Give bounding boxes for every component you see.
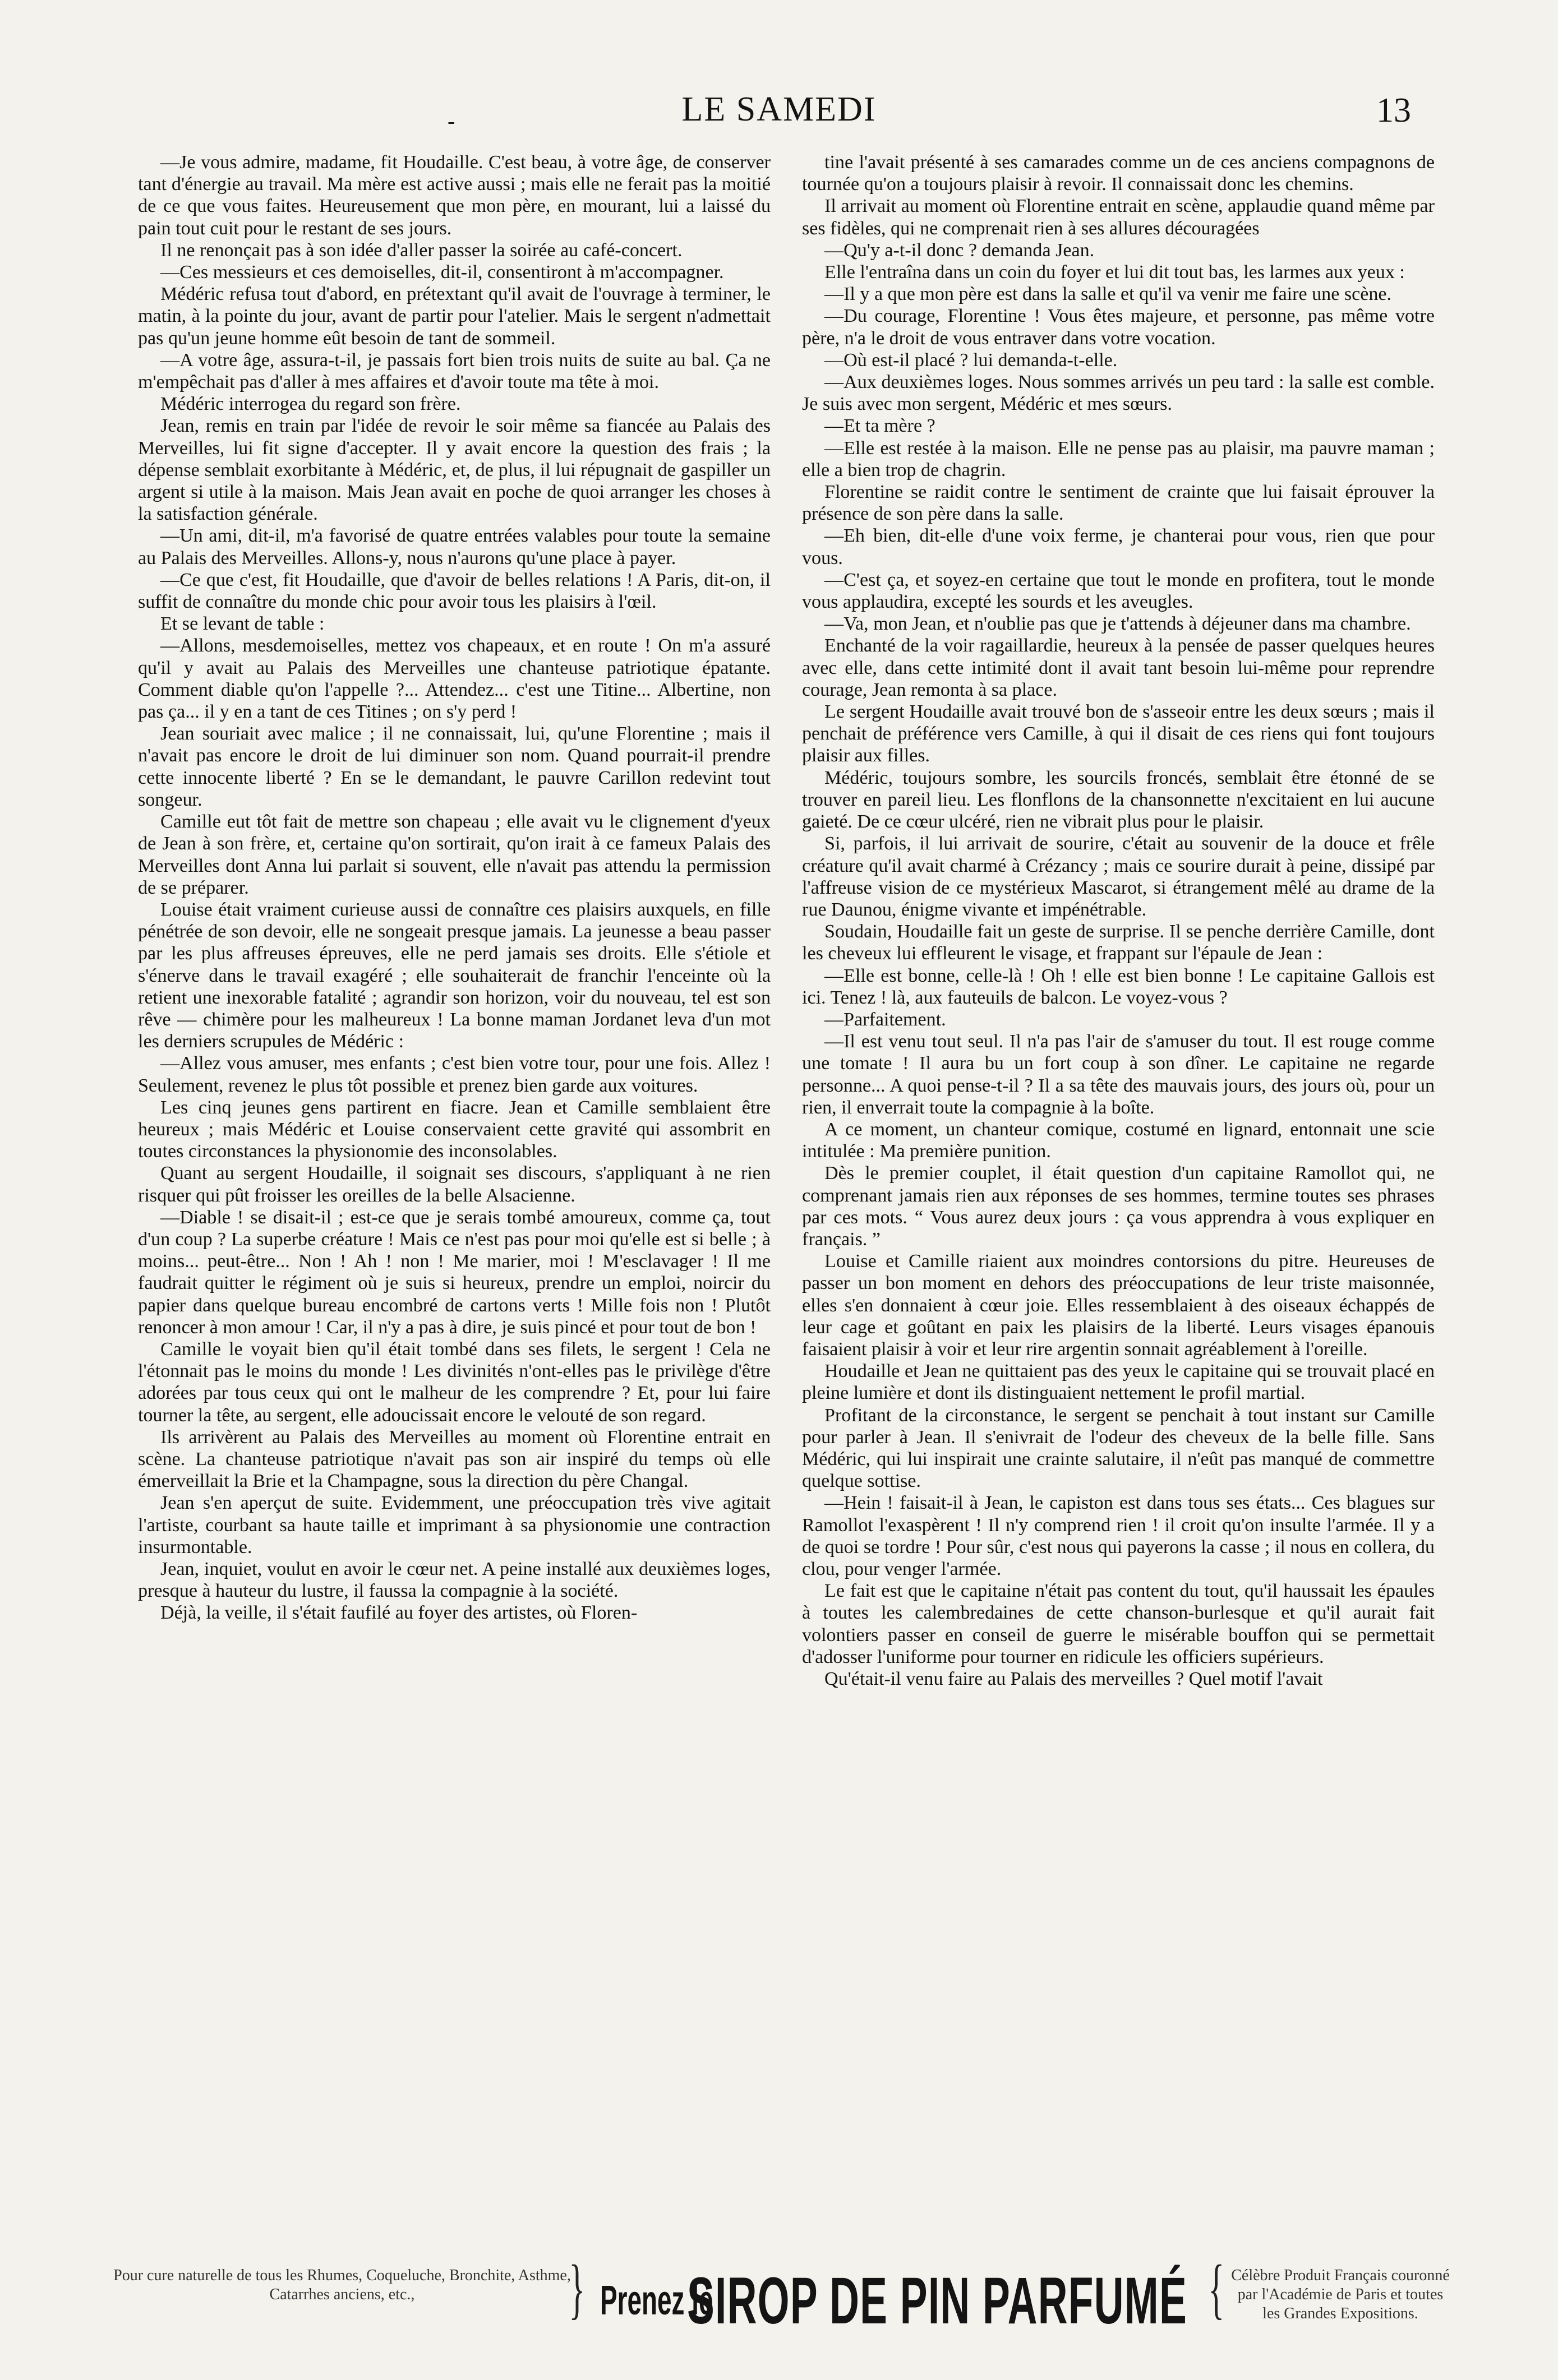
paragraph: —Où est-il placé ? lui demanda-t-elle. [824, 349, 1118, 371]
paragraph: —A votre âge, assura-t-il, je passais fort bien trois nuits de suite au bal. Ça ne m'empêchait pas d'aller à mes affaires et d'avoir toute ma tête à moi. [138, 349, 771, 393]
paragraph: —Eh bien, dit-elle d'une voix ferme, je chanterai pour vous, rien que pour vous. [802, 525, 1435, 569]
paragraph: Louise était vraiment curieuse aussi de connaître ces plaisirs auxquels, en fille pénétrée de son devoir, elle ne songeait presque jamais. La jeunesse a beau passer par les plus affreuses épreuves, elle ne perd jamais ses droits. Elle s'étiole et s'énerve dans le travail exagéré ; elle souhaiterait de franchir l'enceinte où la retient une inexorable fatalité ; agrandir son horizon, voir du nouveau, tel est son rêve — chimère pour les malheureux ! La bonne maman Jordanet leva d'un mot les derniers scrupules de Médéric : [138, 899, 771, 1052]
page-number: 13 [1376, 91, 1411, 130]
paragraph: Il ne renonçait pas à son idée d'aller passer la soirée au café-concert. [160, 239, 683, 261]
paragraph: tine l'avait présenté à ses camarades comme un de ces anciens compagnons de tournée qu'on a toujours plaisir à revoir. Il connaissait donc les chemins. [802, 152, 1435, 195]
text-column-left [138, 151, 771, 2237]
paragraph: Jean, inquiet, voulut en avoir le cœur net. A peine installé aux deuxièmes loges, presque à hauteur du lustre, il faussa la compagnie à la société. [138, 1559, 771, 1602]
header-dash: - [448, 108, 455, 133]
paragraph: —Elle est bonne, celle-là ! Oh ! elle est bien bonne ! Le capitaine Gallois est ici. Tenez ! là, aux fauteuils de balcon. Le voyez-vous ? [802, 965, 1435, 1008]
paragraph: —Aux deuxièmes loges. Nous sommes arrivés un peu tard : la salle est comble. Je suis avec mon sergent, Médéric et mes sœurs. [802, 372, 1435, 415]
paragraph: Jean, remis en train par l'idée de revoir le soir même sa fiancée au Palais des Merveilles, lui fit signe d'accepter. Il y avait encore la question des frais ; la dépense semblait exorbitante à Médéric, et, de plus, il lui répugnait de gaspiller un argent si utile à la maison. Mais Jean avait en poche de quoi arranger les choses à la satisfaction générale. [138, 415, 771, 525]
paragraph: —Il y a que mon père est dans la salle et qu'il va venir me faire une scène. [824, 284, 1392, 305]
paragraph: Houdaille et Jean ne quittaient pas des yeux le capitaine qui se trouvait placé en pleine lumière et dont ils distinguaient nettement le profil martial. [802, 1361, 1435, 1404]
paragraph: Enchanté de la voir ragaillardie, heureux à la pensée de passer quelques heures avec elle, dans cette intimité dont il avait tant besoin lui-même pour reprendre courage, Jean remonta à sa place. [802, 635, 1435, 700]
advertisement-footer [112, 2248, 1450, 2338]
paragraph: Médéric, toujours sombre, les sourcils froncés, semblait être étonné de se trouver en pareil lieu. Les flonflons de la chansonnette n'excitaient en lui aucune gaieté. De ce cœur ulcéré, rien ne vibrait plus pour le plaisir. [802, 767, 1435, 833]
text-column-right [802, 151, 1435, 2237]
ad-left-note: Pour cure naturelle de tous les Rhumes, Coqueluche, Bronchite, Asthme, Catarrhes anciens, etc., [113, 2267, 571, 2303]
paragraph: —C'est ça, et soyez-en certaine que tout le monde en profitera, tout le monde vous applaudira, excepté les sourds et les aveugles. [802, 569, 1435, 613]
paragraph: Le fait est que le capitaine n'était pas content du tout, qu'il haussait les épaules à toutes les calembredaines de cette chanson-burlesque et qu'il aurait fait volontiers passer en conseil de guerre le misérable bouffon qui se permettait d'adosser l'uniforme pour tourner en ridicule les officiers supérieurs. [802, 1580, 1435, 1667]
paragraph: —Elle est restée à la maison. Elle ne pense pas au plaisir, ma pauvre maman ; elle a bien trop de chagrin. [802, 437, 1435, 480]
paragraph: Les cinq jeunes gens partirent en fiacre. Jean et Camille semblaient être heureux ; mais Médéric et Louise conservaient cette gravité qui assombrit en toutes circonstances la physionomie des inconsolables. [138, 1097, 771, 1162]
paragraph: —Ces messieurs et ces demoiselles, dit-il, consentiront à m'accompagner. [160, 262, 724, 283]
paragraph: Camille eut tôt fait de mettre son chapeau ; elle avait vu le clignement d'yeux de Jean à son frère, et, certaine qu'on sortirait, qu'on irait à ce fameux Palais des Merveilles dont Anna lui parlait si souvent, elle n'avait pas attendu la permission de se préparer. [138, 811, 771, 898]
ad-right-note: Célèbre Produit Français couronné par l'Académie de Paris et toutes les Grandes Expositions. [1231, 2267, 1450, 2322]
paragraph: Jean souriait avec malice ; il ne connaissait, lui, qu'une Florentine ; mais il n'avait pas encore le droit de lui diminuer son nom. Quand pourrait-il prendre cette innocente liberté ? En se le demandant, le pauvre Carillon redevint tout songeur. [138, 723, 771, 810]
page-title: LE SAMEDI [681, 90, 877, 128]
paragraph: —Ce que c'est, fit Houdaille, que d'avoir de belles relations ! A Paris, dit-on, il suffit de connaître du monde chic pour avoir tous les plaisirs à l'œil. [138, 569, 771, 613]
paragraph: A ce moment, un chanteur comique, costumé en lignard, entonnait une scie intitulée : Ma première punition. [802, 1119, 1435, 1162]
paragraph: —Il est venu tout seul. Il n'a pas l'air de s'amuser du tout. Il est rouge comme une tomate ! Il aura bu un fort coup à son dîner. Le capitaine ne regarde personne... A quoi pense-t-il ? Il a sa tête des mauvais jours, des jours où, pour un rien, il enverrait toute la compagnie à la boîte. [802, 1031, 1435, 1118]
paragraph: Quant au sergent Houdaille, il soignait ses discours, s'appliquant à ne rien risquer qui pût froisser les oreilles de la belle Alsacienne. [138, 1163, 771, 1206]
paragraph: —Je vous admire, madame, fit Houdaille. C'est beau, à votre âge, de conserver tant d'énergie au travail. Ma mère est active aussi ; mais elle ne ferait pas la moitié de ce que vous faites. Heureusement que mon père, en mourant, lui a laissé du pain tout cuit pour le restant de ses jours. [138, 152, 771, 239]
paragraph: —Du courage, Florentine ! Vous êtes majeure, et personne, pas même votre père, n'a le droit de vous entraver dans votre vocation. [802, 306, 1435, 349]
paragraph: —Va, mon Jean, et n'oublie pas que je t'attends à déjeuner dans ma chambre. [824, 613, 1411, 635]
paragraph: —Allons, mesdemoiselles, mettez vos chapeaux, et en route ! On m'a assuré qu'il y avait au Palais des Merveilles une chanteuse patriotique épatante. Comment diable qu'on l'appelle ?... Attendez... c'est une Titine... Albertine, non pas ça... il y en a tant de ces Titines ; on s'y perd ! [138, 635, 771, 723]
paragraph: —Et ta mère ? [824, 415, 935, 437]
paragraph: Si, parfois, il lui arrivait de sourire, c'était au souvenir de la douce et frêle créature qu'il avait charmé à Crézancy ; mais ce sourire durait à peine, dissipé par l'affreuse vision de ce mystérieux Mascarot, si étrangement mêlé au drame de la rue Daunou, énigme vivante et impénétrable. [802, 833, 1435, 920]
paragraph: Camille le voyait bien qu'il était tombé dans ses filets, le sergent ! Cela ne l'étonnait pas le moins du monde ! Les divinités n'ont-elles pas le privilège d'être adorées par tous ceux qui ont le malheur de les comprendre ? Et, pour lui faire tourner la tête, au sergent, elle adoucissait encore le velouté de son regard. [138, 1338, 771, 1426]
paragraph: Qu'était-il venu faire au Palais des merveilles ? Quel motif l'avait [824, 1669, 1323, 1690]
brace-left-icon: } [569, 2251, 586, 2326]
paragraph: Et se levant de table : [160, 613, 325, 635]
paragraph: Profitant de la circonstance, le sergent se penchait à tout instant sur Camille pour parler à Jean. Il s'enivrait de l'odeur des cheveux de la belle fille. Sans Médéric, qui lui inspirait une crainte salutaire, il n'eût pas manqué de commettre quelque sottise. [802, 1404, 1435, 1492]
ad-headline: SIROP DE PIN PARFUMÉ [687, 2264, 1188, 2338]
paragraph: —Hein ! faisait-il à Jean, le capiston est dans tous ses états... Ces blagues sur Ramollot l'exaspèrent ! Il n'y comprend rien ! il croit qu'on insulte l'armée. Il y a de quoi se tordre ! Pour sûr, c'est nous qui payerons la casse ; il nous en collera, du clou, pour venger l'armée. [802, 1492, 1435, 1579]
paragraph: Florentine se raidit contre le sentiment de crainte que lui faisait éprouver la présence de son père dans la salle. [802, 482, 1435, 525]
paragraph: Soudain, Houdaille fait un geste de surprise. Il se penche derrière Camille, dont les cheveux lui effleurent le visage, et frappant sur l'épaule de Jean : [802, 921, 1435, 964]
paragraph: Il arrivait au moment où Florentine entrait en scène, applaudie quand même par ses fidèles, qui ne comprenait rien à ses allures découragées [802, 196, 1435, 239]
brace-right-icon: { [1208, 2251, 1225, 2326]
paragraph: Elle l'entraîna dans un coin du foyer et lui dit tout bas, les larmes aux yeux : [824, 262, 1405, 283]
paragraph: Le sergent Houdaille avait trouvé bon de s'asseoir entre les deux sœurs ; mais il penchait de préférence vers Camille, à qui il disait de ces riens qui font toujours plaisir aux filles. [802, 701, 1435, 766]
paragraph: —Qu'y a-t-il donc ? demanda Jean. [824, 239, 1095, 261]
paragraph: Déjà, la veille, il s'était faufilé au foyer des artistes, où Floren- [160, 1602, 638, 1624]
paragraph: Ils arrivèrent au Palais des Merveilles au moment où Florentine entrait en scène. La chanteuse patriotique n'avait pas son air inspiré du temps où elle émerveillait la Brie et la Champagne, sous la direction du père Changal. [138, 1426, 771, 1492]
paragraph: Dès le premier couplet, il était question d'un capitaine Ramollot qui, ne comprenant jamais rien aux réponses de ses hommes, termine toutes ses phrases par ces mots. “ Vous aurez deux jours : ça vous apprendra à vous expliquer en français. ” [802, 1163, 1435, 1250]
paragraph: Louise et Camille riaient aux moindres contorsions du pitre. Heureuses de passer un bon moment en dehors des préoccupations de leur triste maisonnée, elles s'en donnaient à cœur joie. Elles ressemblaient à des oiseaux échappés de leur cage et goûtant en paix les plaisirs de la liberté. Leurs visages épanouis faisaient plaisir à voir et leur rire argentin sonnait agréablement à l'oreille. [802, 1251, 1435, 1360]
paragraph: —Un ami, dit-il, m'a favorisé de quatre entrées valables pour toute la semaine au Palais des Merveilles. Allons-y, nous n'aurons qu'une place à payer. [138, 525, 771, 569]
paragraph: Jean s'en aperçut de suite. Evidemment, une préoccupation très vive agitait l'artiste, courbant sa haute taille et imprimant à sa physionomie une contraction insurmontable. [138, 1492, 771, 1558]
paragraph: Médéric refusa tout d'abord, en prétextant qu'il avait de l'ouvrage à terminer, le matin, à la pointe du jour, avant de partir pour l'atelier. Mais le sergent n'admettait pas qu'un jeune homme eût besoin de tant de sommeil. [138, 284, 771, 349]
paragraph: —Parfaitement. [824, 1009, 946, 1030]
paragraph: —Diable ! se disait-il ; est-ce que je serais tombé amoureux, comme ça, tout d'un coup ? La superbe créature ! Mais ce n'est pas pour moi qu'elle est si belle ; à moins... peut-être... Non ! Ah ! non ! Me marier, moi ! M'esclavager ! Il me faudrait quitter le régiment où je suis si heureux, prendre un emploi, noircir du papier dans quelque bureau encombré de cartons verts ! Mille fois non ! Plutôt renoncer à mon amour ! Car, il n'y a pas à dire, je suis pincé et pour tout de bon ! [138, 1207, 771, 1338]
paragraph: —Allez vous amuser, mes enfants ; c'est bien votre tour, pour une fois. Allez ! Seulement, revenez le plus tôt possible et prenez bien garde aux voitures. [138, 1053, 771, 1096]
ad-prefix: Prenez le [600, 2277, 713, 2323]
paragraph: Médéric interrogea du regard son frère. [160, 394, 461, 415]
